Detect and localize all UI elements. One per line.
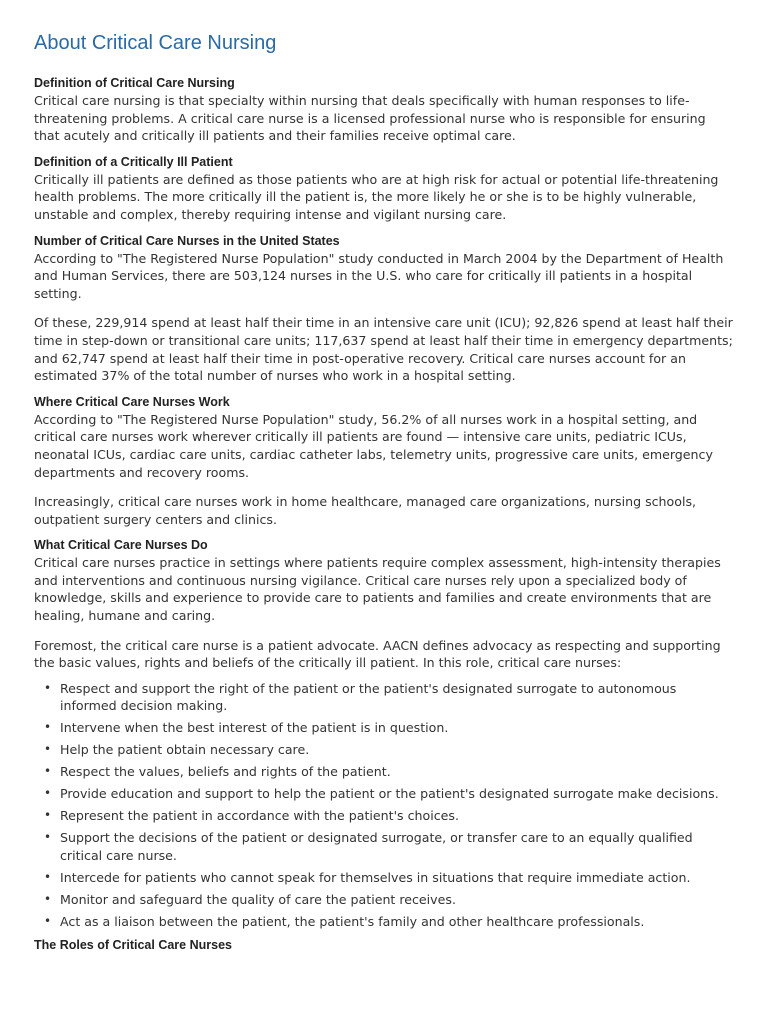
paragraph: Critical care nurses practice in settings where patients require complex assessment, high-intensity therapies and interventions and continuous nursing vigilance. Critical care nurses rely upon a specialized body of knowledge, skills and experience to provide care to patients and families and create environments that are healing, humane and caring. [34, 555, 721, 624]
section-heading: Number of Critical Care Nurses in the United States [34, 233, 340, 248]
list-item [44, 741, 734, 759]
list-item [44, 719, 734, 737]
paragraph: Critically ill patients are defined as those patients who are at high risk for actual or potential life-threatening health problems. The more critically ill the patient is, the more likely he or she is to be highly vulnerable, unstable and complex, thereby requiring intense and vigilant nursing care. [34, 171, 719, 222]
list-item-text: Intervene when the best interest of the patient is in question. [60, 720, 449, 736]
section-number-of-nurses [34, 232, 734, 385]
list-item [44, 785, 734, 803]
list-item [44, 763, 734, 781]
list-item [44, 807, 734, 825]
list-item [44, 913, 734, 931]
bullet-icon: • [44, 786, 52, 801]
list-item [44, 891, 734, 909]
bullet-icon: • [44, 808, 52, 823]
bullet-icon: • [44, 764, 52, 779]
list-item-text: Represent the patient in accordance with the patient's choices. [60, 808, 459, 824]
list-item-text: Monitor and safeguard the quality of care the patient receives. [60, 891, 456, 907]
list-item-text: Respect the values, beliefs and rights of the patient. [60, 764, 391, 780]
section-definition-critically-ill-patient [34, 153, 734, 224]
bullet-icon: • [44, 830, 52, 845]
list-item-text: Help the patient obtain necessary care. [60, 742, 310, 758]
section-definition-critical-care-nursing [34, 74, 734, 145]
list-item-text: Provide education and support to help the patient or the patient's designated surrogate make decisions. [60, 786, 719, 802]
section-heading: The Roles of Critical Care Nurses [34, 938, 232, 953]
bullet-icon: • [44, 680, 52, 695]
paragraph: Foremost, the critical care nurse is a patient advocate. AACN defines advocacy as respecting and supporting the basic values, rights and beliefs of the critically ill patient. In this role, critical care nurses: [34, 637, 721, 671]
paragraph: According to "The Registered Nurse Population" study, 56.2% of all nurses work in a hospital setting, and critical care nurses work wherever critically ill patients are found — intensive care units, pediatric ICUs, neonatal ICUs, cardiac care units, cardiac catheter labs, telemetry units, progressive care units, emergency departments and recovery rooms. [34, 411, 713, 480]
paragraph: Critical care nursing is that specialty within nursing that deals specifically with human responses to life-threatening problems. A critical care nurse is a licensed professional nurse who is responsible for ensuring that acutely and critically ill patients and their families receive optimal care. [34, 93, 706, 144]
section-roles-of-nurses [34, 936, 734, 954]
list-item-text: Intercede for patients who cannot speak for themselves in situations that require immediate action. [60, 869, 691, 885]
bullet-icon: • [44, 891, 52, 906]
section-heading: Definition of Critical Care Nursing [34, 76, 235, 90]
bullet-icon: • [44, 742, 52, 757]
section-where-nurses-work [34, 393, 734, 529]
list-item [44, 869, 734, 887]
page-title: About Critical Care Nursing [34, 32, 277, 54]
section-heading: Where Critical Care Nurses Work [34, 394, 230, 409]
paragraph: Increasingly, critical care nurses work in home healthcare, managed care organizations, nursing schools, outpatient surgery centers and clinics. [34, 494, 697, 527]
list-item [44, 680, 734, 715]
list-item-text: Respect and support the right of the patient or the patient's designated surrogate to autonomous informed decision making. [60, 680, 677, 714]
list-item-text: Support the decisions of the patient or designated surrogate, or transfer care to an equally qualified critical care nurse. [60, 830, 693, 863]
section-heading: What Critical Care Nurses Do [34, 538, 208, 553]
advocacy-list [34, 680, 734, 931]
bullet-icon: • [44, 720, 52, 735]
list-item-text: Act as a liaison between the patient, the patient's family and other healthcare professionals. [60, 913, 645, 929]
list-item [44, 829, 734, 864]
section-heading: Definition of a Critically Ill Patient [34, 154, 233, 169]
bullet-icon: • [44, 869, 52, 884]
paragraph: Of these, 229,914 spend at least half their time in an intensive care unit (ICU); 92,826 spend at least half their time in step-down or transitional care units; 117,637 spend at least half their time in emergency departments; and 62,747 spend at least half their time in post-operative recovery. Critical care nurses account for an estimated 37% of the total number of nurses who work in a hospital setting. [34, 315, 733, 384]
paragraph: According to "The Registered Nurse Population" study conducted in March 2004 by the Department of Health and Human Services, there are 503,124 nurses in the U.S. who care for critically ill patients in a hospital setting. [34, 250, 724, 301]
section-what-nurses-do [34, 536, 734, 930]
bullet-icon: • [44, 913, 52, 928]
